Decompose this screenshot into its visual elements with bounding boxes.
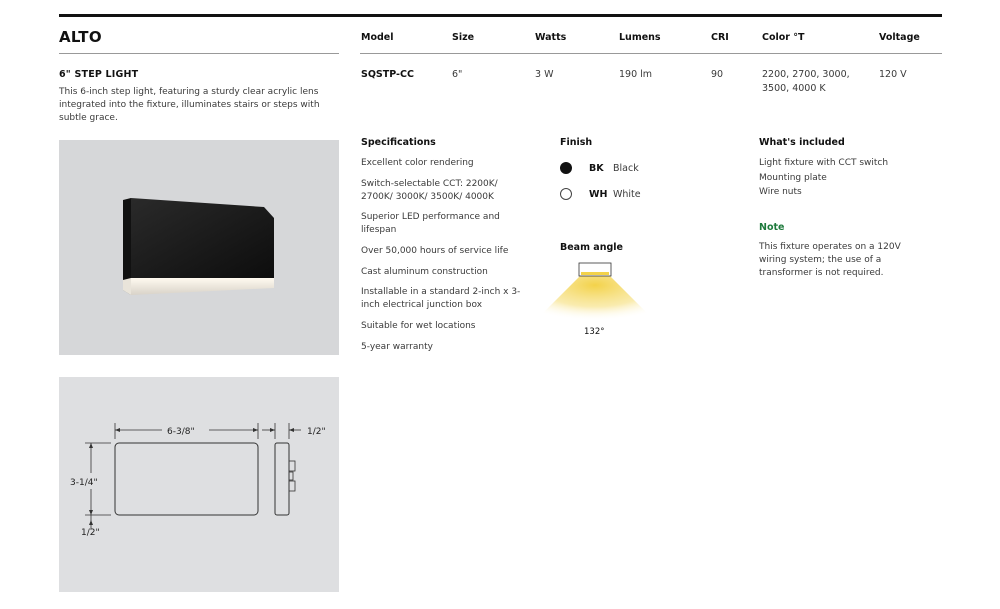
- header-model: Model: [361, 32, 394, 43]
- cell-model: SQSTP-CC: [361, 69, 414, 80]
- note-text: This fixture operates on a 120V wiring system; the use of a transformer is not required.: [759, 242, 901, 278]
- finish-code: WH: [589, 188, 608, 200]
- beam-spread-icon: [525, 258, 665, 328]
- spec-item: 5-year warranty: [361, 342, 433, 352]
- spec-item: Cast aluminum construction: [361, 267, 488, 277]
- step-light-image: [59, 140, 339, 355]
- header-cri: CRI: [711, 32, 729, 43]
- finish-option-black: [560, 162, 639, 174]
- product-description: This 6-inch step light, featuring a sturdy clear acrylic lens integrated into the fixture, illuminates stairs or steps with subtle grace.: [59, 87, 320, 123]
- included-item: Wire nuts: [759, 187, 802, 197]
- height-label: 3-1/4": [70, 478, 98, 488]
- finish-code: BK: [589, 162, 604, 174]
- spec-item: Excellent color rendering: [361, 158, 474, 168]
- finish-name: White: [613, 188, 641, 200]
- bottom-label: 1/2": [81, 528, 100, 538]
- note-heading: Note: [759, 222, 785, 233]
- header-watts: Watts: [535, 32, 567, 43]
- header-lumens: Lumens: [619, 32, 661, 43]
- cell-watts: 3 W: [535, 69, 554, 80]
- white-swatch-icon: [560, 188, 572, 200]
- cell-size: 6": [452, 69, 463, 80]
- cell-voltage: 120 V: [879, 69, 907, 80]
- product-subtitle: 6" STEP LIGHT: [59, 69, 139, 80]
- finish-name: Black: [613, 162, 639, 174]
- included-item: Mounting plate: [759, 173, 827, 183]
- header-color: Color °T: [762, 32, 805, 43]
- dimension-diagram: [59, 377, 339, 592]
- beam-angle-heading: Beam angle: [560, 242, 623, 253]
- spec-item: Suitable for wet locations: [361, 321, 476, 331]
- spec-item: Superior LED performance and lifespan: [361, 212, 500, 235]
- spec-item: Switch-selectable CCT: 2200K/ 2700K/ 3000K/ 3500K/ 4000K: [361, 179, 498, 202]
- depth-label: 1/2": [307, 427, 326, 437]
- beam-angle-value: 132°: [584, 327, 605, 337]
- black-swatch-icon: [560, 162, 572, 174]
- product-title: ALTO: [59, 28, 102, 46]
- table-divider: [360, 53, 942, 54]
- specifications-heading: Specifications: [361, 137, 436, 148]
- included-item: Light fixture with CCT switch: [759, 158, 889, 168]
- spec-item: Installable in a standard 2-inch x 3-inch electrical junction box: [361, 287, 521, 310]
- title-divider: [59, 53, 339, 54]
- cell-color-line1: 2200, 2700, 3000,: [762, 69, 850, 80]
- header-size: Size: [452, 32, 475, 43]
- spec-item: Over 50,000 hours of service life: [361, 246, 509, 256]
- finish-heading: Finish: [560, 137, 593, 148]
- cell-lumens: 190 lm: [619, 69, 653, 80]
- product-photo: [59, 140, 339, 355]
- width-label: 6-3/8": [167, 427, 195, 437]
- cell-cri: 90: [711, 69, 724, 80]
- cell-color-line2: 3500, 4000 K: [762, 83, 826, 94]
- top-rule: [59, 14, 942, 17]
- included-heading: What's included: [759, 137, 845, 148]
- finish-option-white: [560, 188, 641, 200]
- dimension-drawing: [59, 377, 339, 592]
- cell-color-temp: [762, 68, 850, 96]
- header-voltage: Voltage: [879, 32, 920, 43]
